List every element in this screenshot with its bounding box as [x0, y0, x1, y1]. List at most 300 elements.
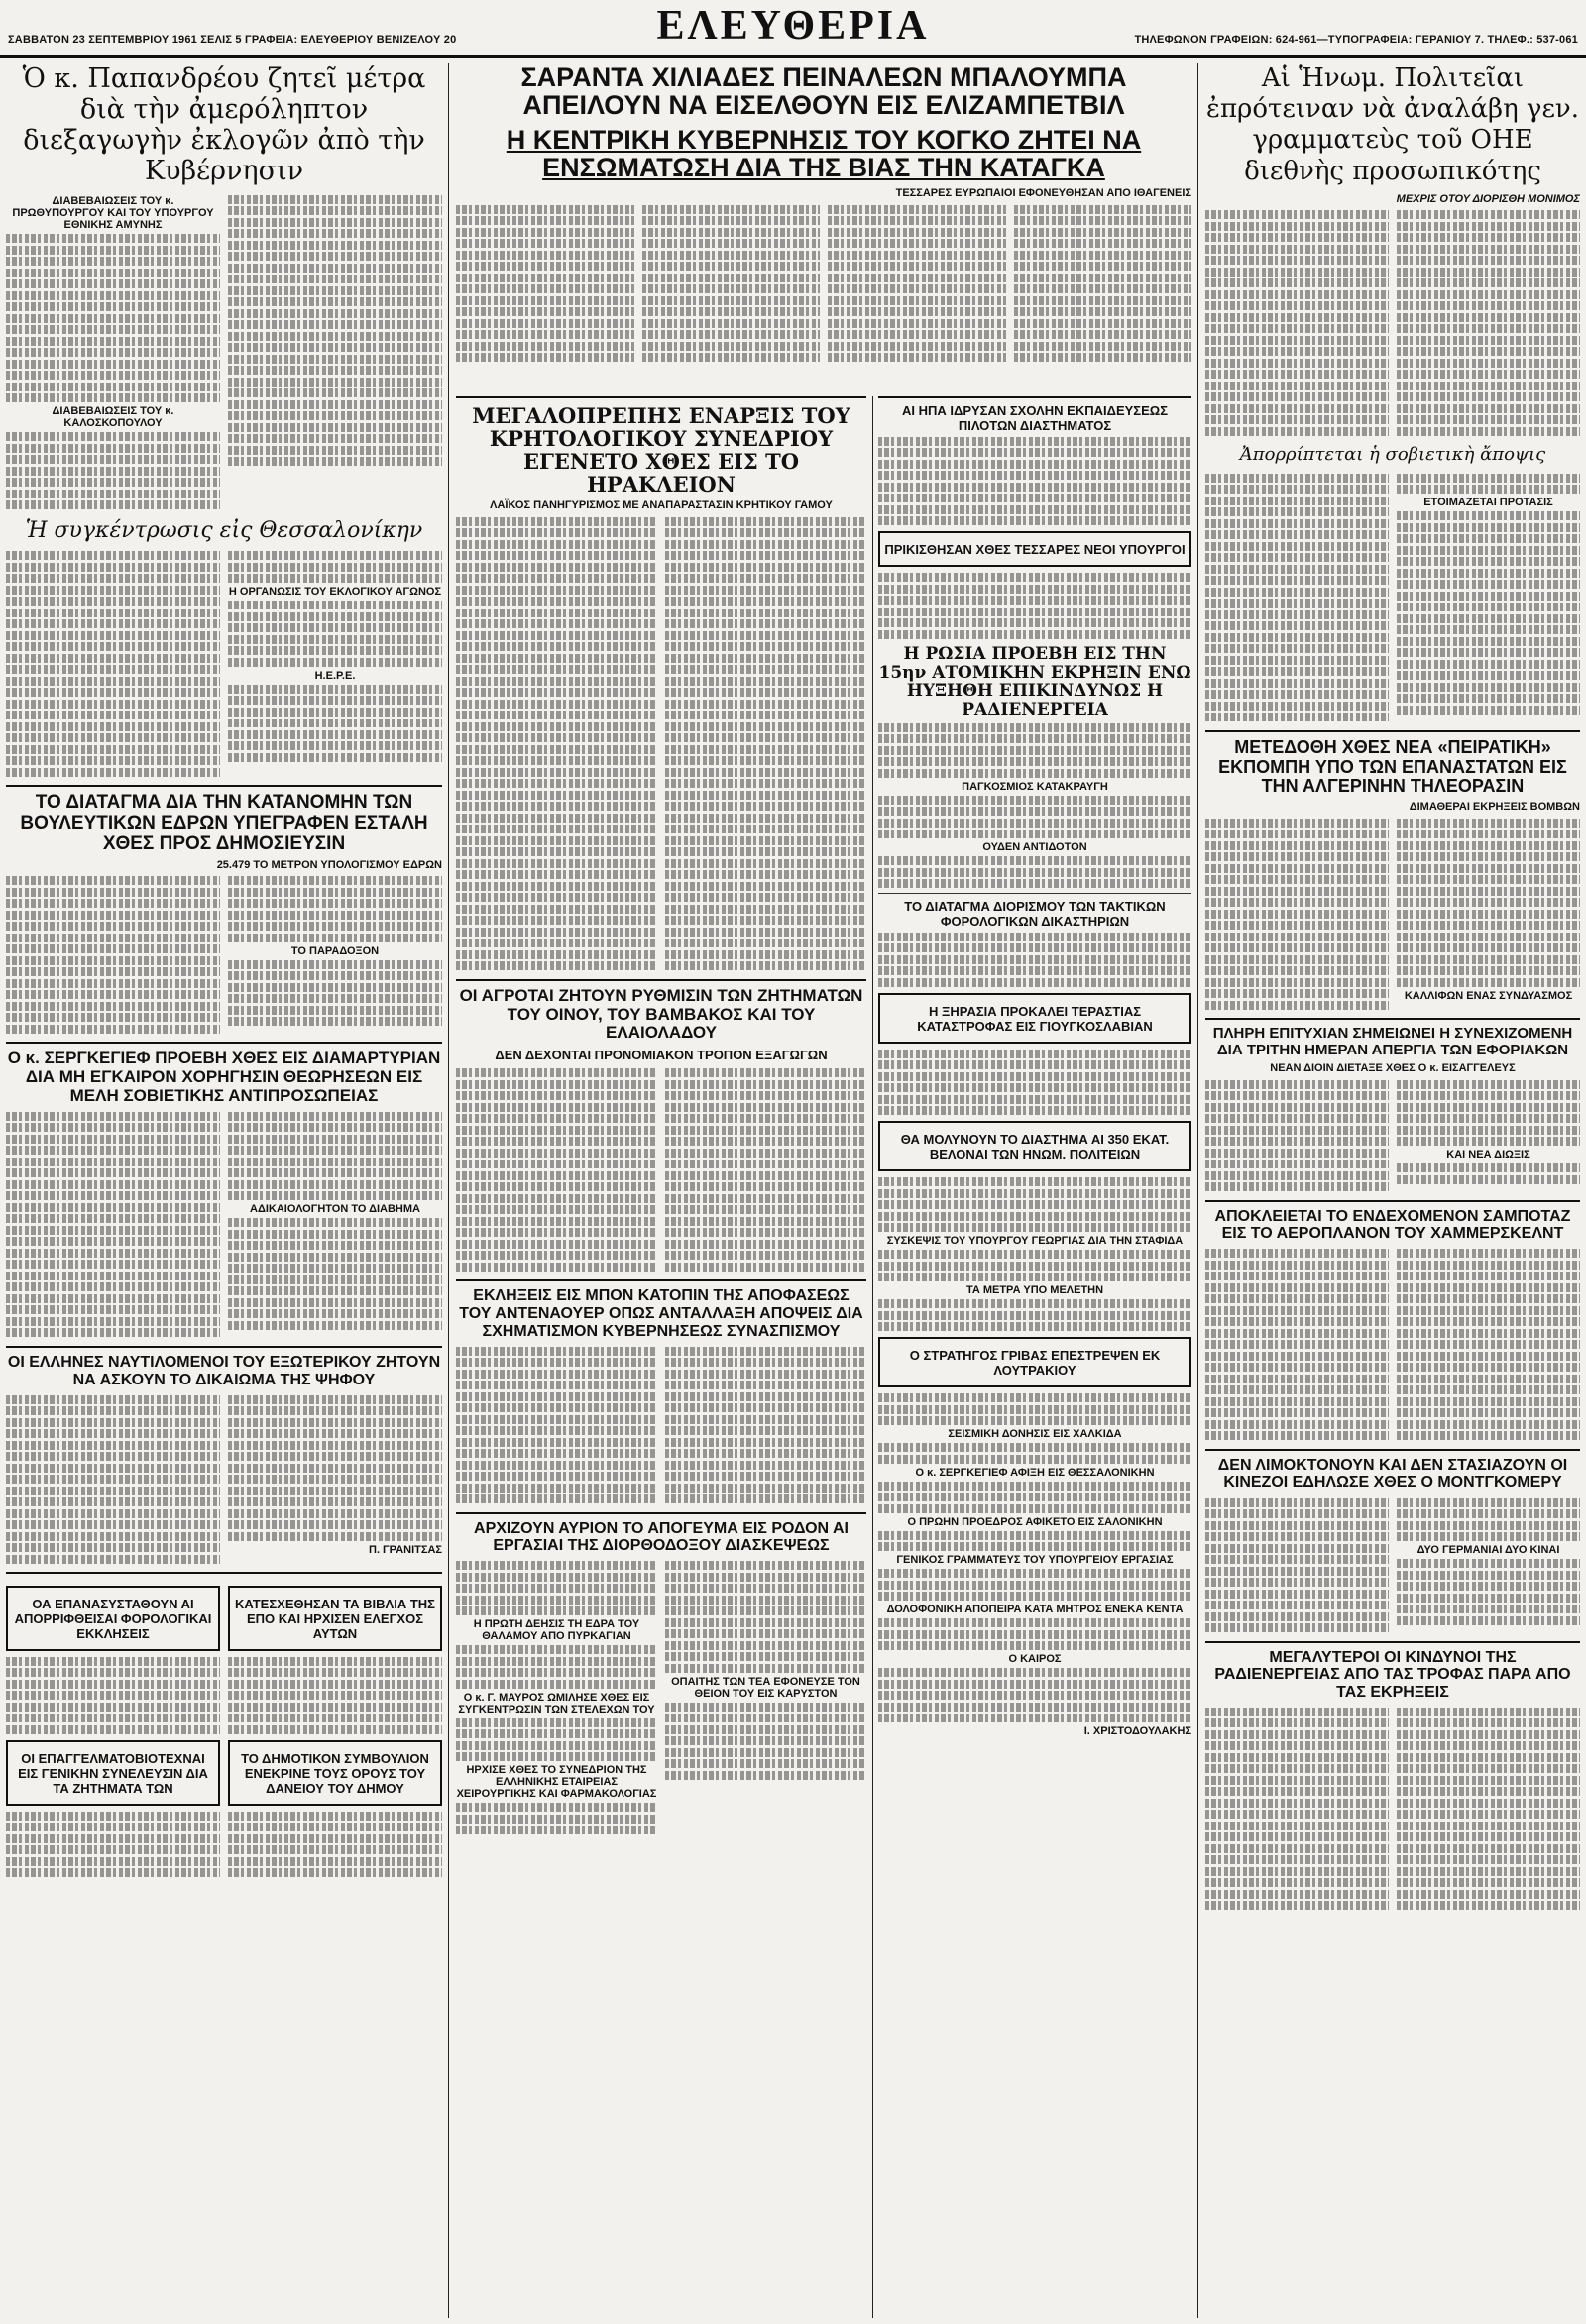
text-line	[6, 1013, 220, 1022]
sub-heading: ΟΥΔΕΝ ΑΝΤΙΔΟΤΟΝ	[982, 841, 1087, 854]
story-column	[456, 202, 634, 365]
weather-heading: Ο ΚΑΙΡΟΣ	[1008, 1653, 1062, 1666]
text-line	[665, 1426, 866, 1435]
text-line	[1397, 875, 1580, 884]
text-line	[665, 1392, 866, 1401]
text-line	[456, 1149, 657, 1158]
farmers-subheadline: ΔΕΝ ΔΕΧΟΝΤΑΙ ΠΡΟΝΟΜΙΑΚΟΝ ΤΡΟΠΟΝ ΕΞΑΓΩΓΩΝ	[495, 1047, 828, 1062]
text-line	[228, 388, 442, 397]
text-line	[1205, 978, 1389, 987]
text-line	[6, 597, 220, 606]
text-line	[1205, 1764, 1389, 1773]
text-line	[878, 943, 1191, 952]
text-line	[1397, 474, 1580, 483]
text-line	[456, 1091, 657, 1100]
story-column	[1397, 1495, 1580, 1635]
text-line	[1397, 921, 1580, 930]
story-column	[665, 1344, 866, 1506]
seamen-headline: ΟΙ ΕΛΛΗΝΕΣ ΝΑΥΤΙΛΟΜΕΝΟΙ ΤΟΥ ΕΞΩΤΕΡΙΚΟΥ ΖΗΤΟΥΝ ΝΑ ΑΣΚΟΥΝ ΤΟ ΔΙΚΑΙΩΜΑ ΤΗΣ ΨΗΦΟΥ	[7, 1353, 441, 1388]
text-line	[6, 1520, 220, 1529]
text-line	[1397, 864, 1580, 873]
text-line	[1205, 621, 1389, 630]
text-line	[228, 1823, 442, 1831]
text-line	[6, 1282, 220, 1291]
text-line	[6, 393, 220, 402]
text-line	[878, 1542, 1191, 1551]
sub-heading: ΣΥΣΚΕΨΙΣ ΤΟΥ ΥΠΟΥΡΓΟΥ ΓΕΩΡΓΙΑΣ ΔΙΑ ΤΗΝ ΣΤΑΦΙΔΑ	[886, 1235, 1184, 1248]
text-line	[1397, 1890, 1580, 1899]
text-line	[1397, 534, 1580, 543]
text-line	[456, 1426, 657, 1435]
text-line	[665, 1736, 866, 1745]
text-line	[828, 353, 1006, 362]
divider	[1205, 730, 1580, 732]
text-line	[1397, 569, 1580, 578]
text-line	[228, 1123, 442, 1132]
story-column	[665, 514, 866, 973]
text-line	[1205, 1114, 1389, 1123]
text-line	[1205, 1375, 1389, 1383]
sub-heading: ΠΑΓΚΟΣΜΙΟΣ ΚΑΤΑΚΡΑΥΓΗ	[962, 780, 1108, 793]
text-line	[6, 1464, 220, 1473]
text-line	[1205, 633, 1389, 642]
text-line	[456, 528, 657, 537]
text-line	[665, 1160, 866, 1168]
story-column	[228, 1580, 442, 1880]
text-line	[228, 1230, 442, 1239]
text-line	[665, 1461, 866, 1470]
text-line	[665, 1103, 866, 1112]
text-line	[665, 847, 866, 856]
text-line	[1397, 671, 1580, 680]
text-line	[1397, 290, 1580, 299]
text-line	[1205, 1890, 1389, 1899]
text-line	[1014, 353, 1192, 362]
text-line	[1205, 245, 1389, 254]
text-line	[642, 296, 821, 305]
text-line	[665, 950, 866, 959]
text-line	[1397, 427, 1580, 436]
text-line	[665, 1182, 866, 1191]
text-line	[228, 241, 442, 250]
text-line	[1397, 1397, 1580, 1406]
text-line	[228, 332, 442, 341]
text-line	[1014, 228, 1192, 237]
text-line	[6, 899, 220, 908]
text-line	[665, 1494, 866, 1503]
text-line	[642, 228, 821, 237]
text-line	[228, 1657, 442, 1666]
text-line	[665, 528, 866, 537]
text-line	[228, 286, 442, 295]
text-line	[1205, 1578, 1389, 1587]
text-line	[1205, 1103, 1389, 1112]
text-line	[228, 229, 442, 238]
text-line	[456, 802, 657, 811]
text-line	[665, 665, 866, 674]
text-line	[642, 274, 821, 282]
text-line	[456, 859, 657, 868]
text-line	[1205, 427, 1389, 436]
text-line	[228, 1509, 442, 1518]
text-line	[1205, 268, 1389, 277]
text-line	[6, 360, 220, 369]
montgomery-story	[1205, 1495, 1580, 1635]
text-line	[878, 494, 1191, 502]
text-line	[1205, 864, 1389, 873]
text-line	[1205, 1498, 1389, 1507]
divider	[6, 1042, 442, 1044]
text-line	[1397, 301, 1580, 310]
text-line	[1397, 1708, 1580, 1716]
text-line	[1205, 898, 1389, 907]
sergeyev-headline: Ο κ. ΣΕΡΓΚΕΓΙΕΦ ΠΡΟΕΒΗ ΧΘΕΣ ΕΙΣ ΔΙΑΜΑΡΤΥΡΙΑΝ ΔΙΑ ΜΗ ΕΓΚΑΙΡΟΝ ΧΟΡΗΓΗΣΙΝ ΘΕΩΡΗΣΕΩΝ ΕΙΣ ΜΕΛΗ ΣΟΒΙΕΤΙΚΗΣ ΑΝΤΙΠΡΟΣΩΠΕΙΑΣ	[7, 1049, 441, 1105]
text-line	[1397, 1810, 1580, 1819]
text-line	[6, 1146, 220, 1155]
text-line	[1205, 1283, 1389, 1292]
text-line	[1397, 1137, 1580, 1146]
un-headline: Αἱ Ἡνωμ. Πολιτεῖαι ἐπρότειναν νὰ ἀναλάβη γεν. γραμματεὺς τοῦ ΟΗΕ διεθνὴς προσωπικότης	[1206, 63, 1579, 186]
text-line	[6, 1543, 220, 1552]
text-line	[6, 1452, 220, 1461]
text-line	[878, 1299, 1191, 1308]
text-line	[228, 658, 442, 667]
text-line	[456, 1403, 657, 1412]
text-line	[642, 284, 821, 293]
box-headline: ΘΑ ΜΟΛΥΝΟΥΝ ΤΟ ΔΙΑΣΤΗΜΑ ΑΙ 350 ΕΚΑΤ. ΒΕΛΟΝΑΙ ΤΩΝ ΗΝΩΜ. ΠΟΛΙΤΕΙΩΝ	[900, 1132, 1170, 1162]
text-line	[456, 609, 657, 617]
text-line	[1205, 507, 1389, 516]
text-line	[1205, 530, 1389, 539]
text-line	[456, 540, 657, 549]
text-line	[1205, 1753, 1389, 1762]
divider	[1205, 1641, 1580, 1643]
text-line	[6, 934, 220, 942]
text-line	[456, 654, 657, 663]
text-line	[642, 342, 821, 351]
text-line	[1205, 679, 1389, 688]
crete-headline: ΜΕΓΑΛΟΠΡΕΠΗΣ ΕΝΑΡΞΙΣ ΤΟΥ ΚΡΗΤΟΛΟΓΙΚΟΥ ΣΥΝΕΔΡΙΟΥ ΕΓΕΝΕΤΟ ΧΘΕΣ ΕΙΣ ΤΟ ΗΡΑΚΛΕΙΟΝ	[472, 403, 850, 498]
russia-headline: Η ΡΩΣΙΑ ΠΡΟΕΒΗ ΕΙΣ ΤΗΝ 15ην ΑΤΟΜΙΚΗΝ ΕΚΡΗΞΙΝ ΕΝΩ ΗΥΞΗΘΗ ΕΠΙΚΙΝΔΥΝΩΣ Η ΡΑΔΙΕΝΕΡΓΕΙΑ	[878, 643, 1191, 719]
text-line	[665, 1251, 866, 1260]
news-box	[878, 993, 1191, 1044]
story-column	[1205, 1495, 1389, 1635]
text-line	[228, 1298, 442, 1307]
un-story-2	[1205, 471, 1580, 724]
text-line	[456, 296, 634, 305]
text-line	[228, 623, 442, 632]
story-column	[1205, 1077, 1389, 1194]
text-line	[6, 1555, 220, 1564]
text-line	[6, 1714, 220, 1722]
text-line	[665, 1725, 866, 1734]
text-line	[878, 1223, 1191, 1232]
story-column	[1397, 816, 1580, 1012]
text-line	[828, 319, 1006, 328]
text-line	[456, 1392, 657, 1401]
text-line	[665, 642, 866, 651]
text-line	[456, 319, 634, 328]
story-column	[1397, 1247, 1580, 1443]
text-line	[6, 1168, 220, 1177]
text-line	[456, 882, 657, 891]
text-line	[665, 1449, 866, 1458]
bonn-story	[456, 1344, 866, 1506]
text-line	[1397, 1844, 1580, 1853]
text-line	[6, 1395, 220, 1404]
text-line	[1397, 1730, 1580, 1739]
story-column	[1397, 471, 1580, 724]
text-line	[1397, 1375, 1580, 1383]
rhodes-story	[456, 1559, 866, 1837]
sub-heading: ΕΤΟΙΜΑΖΕΤΑΙ ΠΡΟΤΑΣΙΣ	[1423, 497, 1553, 509]
text-line	[456, 574, 657, 583]
text-line	[1397, 1741, 1580, 1750]
text-line	[456, 1194, 657, 1203]
thessaloniki-story	[6, 549, 442, 780]
text-line	[456, 631, 657, 640]
text-line	[878, 608, 1191, 616]
text-line	[6, 257, 220, 266]
text-line	[1397, 1114, 1580, 1123]
text-line	[1205, 1171, 1389, 1180]
story-column	[642, 202, 821, 365]
text-line	[1397, 955, 1580, 964]
text-line	[1205, 313, 1389, 322]
divider	[6, 1346, 442, 1348]
text-line	[1205, 1878, 1389, 1887]
text-line	[456, 642, 657, 651]
text-line	[1205, 404, 1389, 413]
text-line	[228, 343, 442, 352]
text-line	[456, 961, 657, 970]
text-line	[228, 1714, 442, 1722]
text-line	[878, 1095, 1191, 1104]
text-line	[1205, 290, 1389, 299]
text-line	[1205, 553, 1389, 562]
text-line	[665, 700, 866, 709]
text-line	[1397, 1867, 1580, 1876]
text-line	[1397, 1799, 1580, 1808]
text-line	[228, 696, 442, 705]
text-line	[1397, 1306, 1580, 1315]
text-line	[1205, 1532, 1389, 1541]
text-line	[1205, 1001, 1389, 1010]
text-line	[878, 723, 1191, 732]
text-line	[228, 1725, 442, 1734]
text-line	[228, 612, 442, 621]
phone-line: ΤΗΛΕΦΩΝΟΝ ΓΡΑΦΕΙΩΝ: 624-961—ΤΥΠΟΓΡΑΦΕΙΑ: ΓΕΡΑΝΙΟΥ 7. ΤΗΛΕΦ.: 537-061	[1134, 34, 1578, 46]
story-column	[6, 1392, 220, 1566]
divider	[456, 1279, 866, 1281]
text-line	[456, 239, 634, 248]
text-line	[1205, 1397, 1389, 1406]
text-line	[665, 1240, 866, 1249]
text-line	[1205, 210, 1389, 219]
text-line	[878, 1691, 1191, 1700]
story-column	[456, 1559, 657, 1837]
text-line	[1205, 1822, 1389, 1830]
text-line	[665, 745, 866, 754]
text-line	[1397, 1385, 1580, 1394]
text-line	[228, 275, 442, 283]
signature: Π. ΓΡΑΝΙΤΣΑΣ	[369, 1543, 442, 1556]
text-line	[828, 307, 1006, 316]
story-column	[1397, 1705, 1580, 1913]
strike-headline: ΠΛΗΡΗ ΕΠΙΤΥΧΙΑΝ ΣΗΜΕΙΩΝΕΙ Η ΣΥΝΕΧΙΖΟΜΕΝΗ ΔΙΑ ΤΡΙΤΗΝ ΗΜΕΡΑΝ ΑΠΕΡΓΙΑ ΤΩΝ ΕΦΟΡΙΑΚΩΝ	[1212, 1025, 1573, 1058]
text-line	[6, 700, 220, 709]
text-line	[665, 870, 866, 879]
papandreou-story	[6, 192, 442, 512]
text-line	[878, 1714, 1191, 1722]
text-line	[228, 1497, 442, 1506]
text-line	[665, 928, 866, 937]
text-line	[456, 551, 657, 560]
text-line	[878, 769, 1191, 778]
text-line	[6, 1272, 220, 1280]
text-line	[1397, 546, 1580, 555]
text-line	[6, 337, 220, 346]
text-line	[878, 757, 1191, 766]
text-line	[228, 888, 442, 897]
text-line	[1397, 1329, 1580, 1338]
text-line	[1205, 1567, 1389, 1576]
text-line	[6, 733, 220, 742]
text-line	[1205, 1601, 1389, 1609]
text-line	[456, 1370, 657, 1379]
news-headline: ΑΙ ΗΠΑ ΙΔΡΥΣΑΝ ΣΧΟΛΗΝ ΕΚΠΑΙΔΕΥΣΕΩΣ ΠΙΛΟΤΩΝ ΔΙΑΣΤΗΜΑΤΟΣ	[902, 403, 1168, 433]
text-line	[6, 1812, 220, 1821]
text-line	[6, 888, 220, 897]
text-line	[1205, 1730, 1389, 1739]
text-line	[456, 228, 634, 237]
text-line	[456, 688, 657, 697]
text-line	[878, 1189, 1191, 1198]
text-line	[878, 471, 1191, 480]
divider	[456, 979, 866, 981]
text-line	[1397, 852, 1580, 861]
text-line	[228, 635, 442, 644]
story-column	[1205, 471, 1389, 724]
text-line	[456, 1103, 657, 1112]
text-line	[1397, 1261, 1580, 1270]
text-line	[6, 574, 220, 583]
text-line	[828, 239, 1006, 248]
text-line	[228, 876, 442, 885]
text-line	[228, 1429, 442, 1438]
text-line	[1397, 943, 1580, 952]
text-line	[665, 1748, 866, 1757]
center-column	[456, 396, 866, 2318]
text-line	[1397, 1103, 1580, 1112]
text-line	[6, 1823, 220, 1831]
text-line	[828, 342, 1006, 351]
divider	[6, 1572, 442, 1574]
text-line	[828, 262, 1006, 271]
text-line	[828, 216, 1006, 225]
text-line	[1397, 392, 1580, 401]
news-column	[878, 396, 1191, 2318]
divider	[878, 893, 1191, 894]
text-line	[1205, 690, 1389, 699]
text-line	[1397, 1594, 1580, 1603]
sub-heading: ΔΙΑΒΕΒΑΙΩΣΕΙΣ ΤΟΥ κ. ΚΑΛΟΣΚΟΠΟΥΛΟΥ	[52, 405, 174, 430]
text-line	[665, 1381, 866, 1389]
text-line	[665, 1263, 866, 1272]
text-line	[1205, 910, 1389, 919]
text-line	[878, 1493, 1191, 1501]
text-line	[1205, 1590, 1389, 1599]
text-line	[878, 819, 1191, 828]
text-line	[1397, 1532, 1580, 1541]
text-line	[665, 517, 866, 526]
text-line	[878, 1569, 1191, 1578]
text-line	[228, 1146, 442, 1155]
text-line	[878, 856, 1191, 865]
text-line	[6, 1497, 220, 1506]
text-line	[1397, 415, 1580, 424]
text-line	[828, 330, 1006, 339]
text-line	[6, 722, 220, 731]
text-line	[1205, 702, 1389, 711]
text-line	[228, 1253, 442, 1262]
divider	[6, 785, 442, 787]
text-line	[878, 933, 1191, 941]
text-line	[878, 1072, 1191, 1081]
text-line	[665, 1126, 866, 1135]
text-line	[1397, 382, 1580, 390]
text-line	[1205, 347, 1389, 356]
text-line	[665, 1137, 866, 1146]
text-line	[665, 1714, 866, 1722]
text-line	[665, 836, 866, 845]
text-line	[1205, 336, 1389, 345]
text-line	[1397, 1582, 1580, 1591]
text-line	[878, 868, 1191, 877]
text-line	[878, 596, 1191, 605]
text-line	[878, 807, 1191, 816]
text-line	[1397, 819, 1580, 828]
text-line	[1397, 233, 1580, 242]
text-line	[6, 1868, 220, 1877]
text-line	[6, 563, 220, 572]
text-line	[228, 434, 442, 443]
text-line	[1014, 330, 1192, 339]
text-line	[665, 1771, 866, 1780]
text-line	[6, 922, 220, 931]
text-line	[1397, 347, 1580, 356]
text-line	[1397, 1776, 1580, 1785]
text-line	[456, 1826, 657, 1834]
text-line	[828, 205, 1006, 214]
text-line	[228, 1475, 442, 1484]
text-line	[1397, 1126, 1580, 1135]
story-column	[228, 1109, 442, 1340]
text-line	[228, 355, 442, 364]
text-line	[1205, 382, 1389, 390]
text-line	[456, 353, 634, 362]
text-line	[665, 1149, 866, 1158]
text-line	[1205, 1294, 1389, 1303]
text-line	[1397, 268, 1580, 277]
text-line	[665, 939, 866, 947]
text-line	[1205, 1352, 1389, 1361]
text-line	[6, 348, 220, 357]
story-column	[228, 192, 442, 512]
text-line	[1397, 1091, 1580, 1100]
text-line	[1014, 284, 1192, 293]
text-line	[1397, 511, 1580, 520]
